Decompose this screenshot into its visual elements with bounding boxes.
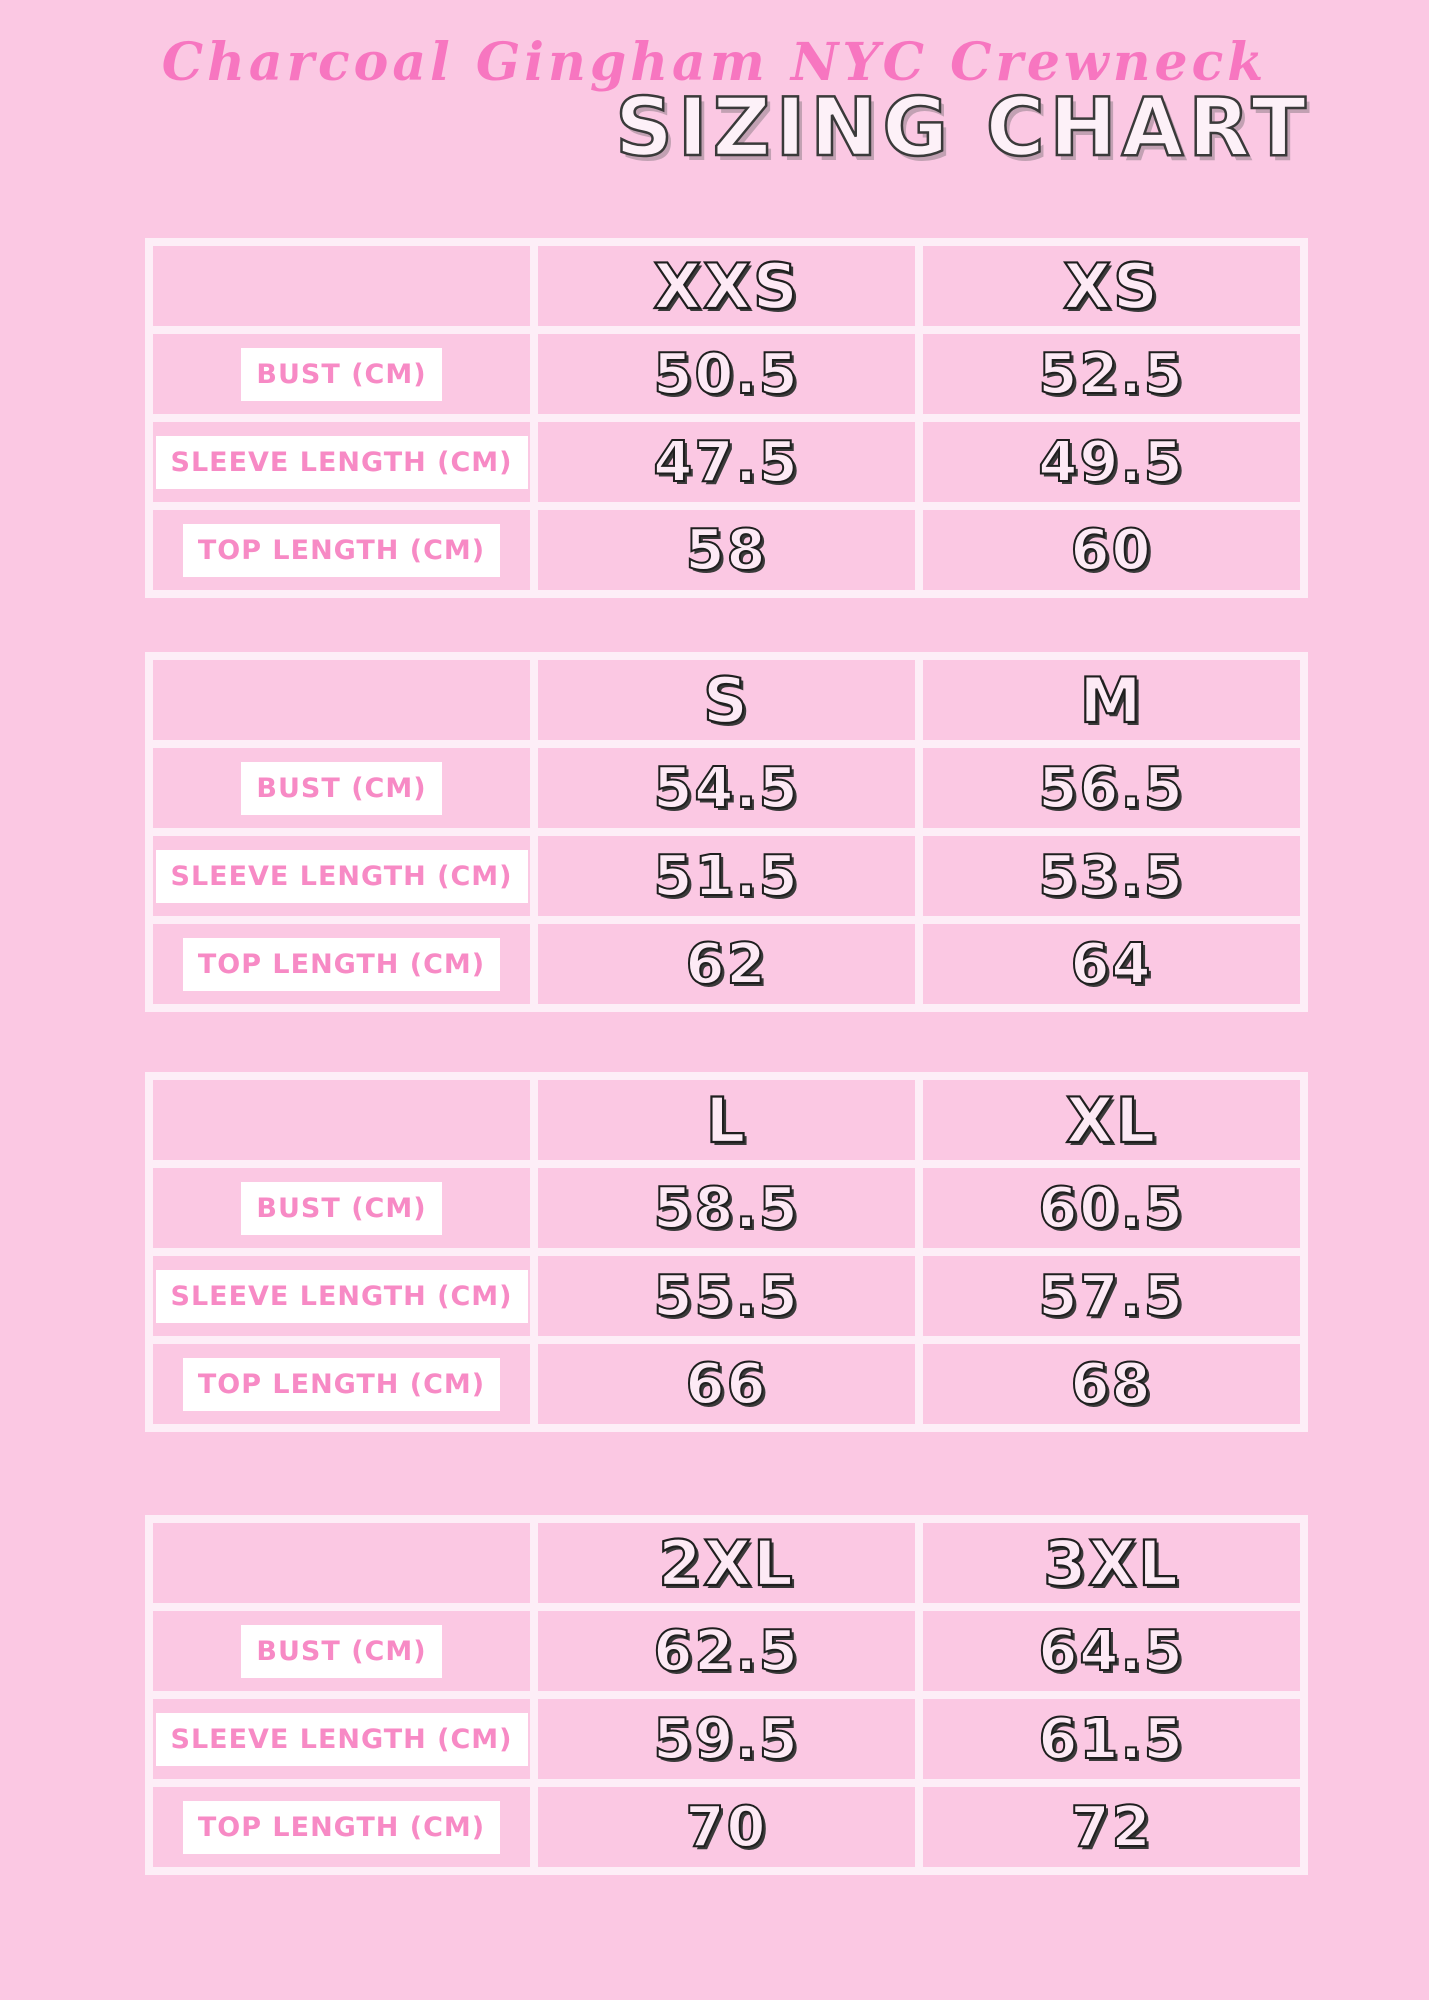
row-label-cell — [153, 1168, 530, 1248]
size-header-cell — [923, 1080, 1300, 1160]
bust-value: 64.5 — [1038, 1618, 1185, 1684]
value-cell — [538, 1168, 915, 1248]
row-label-bust: BUST (CM) — [241, 1625, 441, 1678]
size-header-cell — [923, 660, 1300, 740]
row-label-sleeve-length: SLEEVE LENGTH (CM) — [156, 436, 528, 489]
size-header-label: S — [703, 663, 750, 737]
top-length-value: 58 — [685, 517, 768, 583]
page-title: SIZING CHART — [615, 81, 1311, 174]
sleeve-length-value: 49.5 — [1038, 429, 1185, 495]
row-label-cell — [153, 1787, 530, 1867]
value-cell — [923, 1611, 1300, 1691]
value-cell — [923, 510, 1300, 590]
row-label-bust: BUST (CM) — [241, 762, 441, 815]
value-cell — [923, 1699, 1300, 1779]
bust-value: 60.5 — [1038, 1175, 1185, 1241]
row-label-sleeve-length: SLEEVE LENGTH (CM) — [156, 1713, 528, 1766]
row-label-cell — [153, 1256, 530, 1336]
row-label-cell — [153, 510, 530, 590]
sleeve-length-value: 59.5 — [653, 1706, 800, 1772]
sleeve-length-value: 55.5 — [653, 1263, 800, 1329]
corner-cell — [153, 1523, 530, 1603]
bust-value: 62.5 — [653, 1618, 800, 1684]
top-length-value: 70 — [685, 1794, 768, 1860]
sleeve-length-value: 61.5 — [1038, 1706, 1185, 1772]
row-label-cell — [153, 1611, 530, 1691]
value-cell — [923, 836, 1300, 916]
top-length-value: 68 — [1070, 1351, 1153, 1417]
value-cell — [538, 924, 915, 1004]
row-label-top-length: TOP LENGTH (CM) — [183, 1358, 500, 1411]
value-cell — [923, 1344, 1300, 1424]
size-header-cell — [538, 660, 915, 740]
value-cell — [923, 1787, 1300, 1867]
size-table-2xl-3xl — [145, 1515, 1308, 1875]
row-label-cell — [153, 748, 530, 828]
value-cell — [923, 422, 1300, 502]
corner-cell — [153, 1080, 530, 1160]
row-label-top-length: TOP LENGTH (CM) — [183, 938, 500, 991]
size-table-xxs-xs — [145, 238, 1308, 598]
size-header-label: XXS — [653, 249, 800, 323]
top-length-value: 64 — [1070, 931, 1153, 997]
row-label-sleeve-length: SLEEVE LENGTH (CM) — [156, 1270, 528, 1323]
bust-value: 56.5 — [1038, 755, 1185, 821]
size-header-cell — [538, 1523, 915, 1603]
sleeve-length-value: 51.5 — [653, 843, 800, 909]
value-cell — [538, 510, 915, 590]
value-cell — [538, 422, 915, 502]
bust-value: 58.5 — [653, 1175, 800, 1241]
value-cell — [538, 836, 915, 916]
bust-value: 50.5 — [653, 341, 800, 407]
value-cell — [538, 334, 915, 414]
top-length-value: 72 — [1070, 1794, 1153, 1860]
top-length-value: 60 — [1070, 517, 1153, 583]
row-label-bust: BUST (CM) — [241, 1182, 441, 1235]
size-header-cell — [923, 1523, 1300, 1603]
row-label-top-length: TOP LENGTH (CM) — [183, 1801, 500, 1854]
size-table-s-m — [145, 652, 1308, 1012]
size-header-label: M — [1079, 663, 1144, 737]
row-label-sleeve-length: SLEEVE LENGTH (CM) — [156, 850, 528, 903]
row-label-cell — [153, 1344, 530, 1424]
value-cell — [923, 334, 1300, 414]
row-label-cell — [153, 422, 530, 502]
size-header-label: XL — [1065, 1083, 1158, 1157]
size-header-cell — [923, 246, 1300, 326]
product-title: Charcoal Gingham NYC Crewneck — [161, 32, 1268, 93]
value-cell — [538, 1787, 915, 1867]
top-length-value: 62 — [685, 931, 768, 997]
size-header-label: L — [705, 1083, 748, 1157]
corner-cell — [153, 660, 530, 740]
corner-cell — [153, 246, 530, 326]
row-label-cell — [153, 334, 530, 414]
sleeve-length-value: 57.5 — [1038, 1263, 1185, 1329]
value-cell — [923, 1168, 1300, 1248]
bust-value: 52.5 — [1038, 341, 1185, 407]
bust-value: 54.5 — [653, 755, 800, 821]
row-label-cell — [153, 836, 530, 916]
value-cell — [923, 1256, 1300, 1336]
value-cell — [923, 748, 1300, 828]
size-header-cell — [538, 246, 915, 326]
row-label-cell — [153, 1699, 530, 1779]
size-header-label: XS — [1063, 249, 1160, 323]
sleeve-length-value: 47.5 — [653, 429, 800, 495]
value-cell — [538, 1256, 915, 1336]
size-header-label: 2XL — [658, 1526, 795, 1600]
size-header-label: 3XL — [1043, 1526, 1180, 1600]
value-cell — [538, 1699, 915, 1779]
size-header-cell — [538, 1080, 915, 1160]
row-label-top-length: TOP LENGTH (CM) — [183, 524, 500, 577]
value-cell — [538, 1344, 915, 1424]
sleeve-length-value: 53.5 — [1038, 843, 1185, 909]
value-cell — [538, 1611, 915, 1691]
row-label-cell — [153, 924, 530, 1004]
top-length-value: 66 — [685, 1351, 768, 1417]
row-label-bust: BUST (CM) — [241, 348, 441, 401]
value-cell — [538, 748, 915, 828]
size-table-l-xl — [145, 1072, 1308, 1432]
value-cell — [923, 924, 1300, 1004]
